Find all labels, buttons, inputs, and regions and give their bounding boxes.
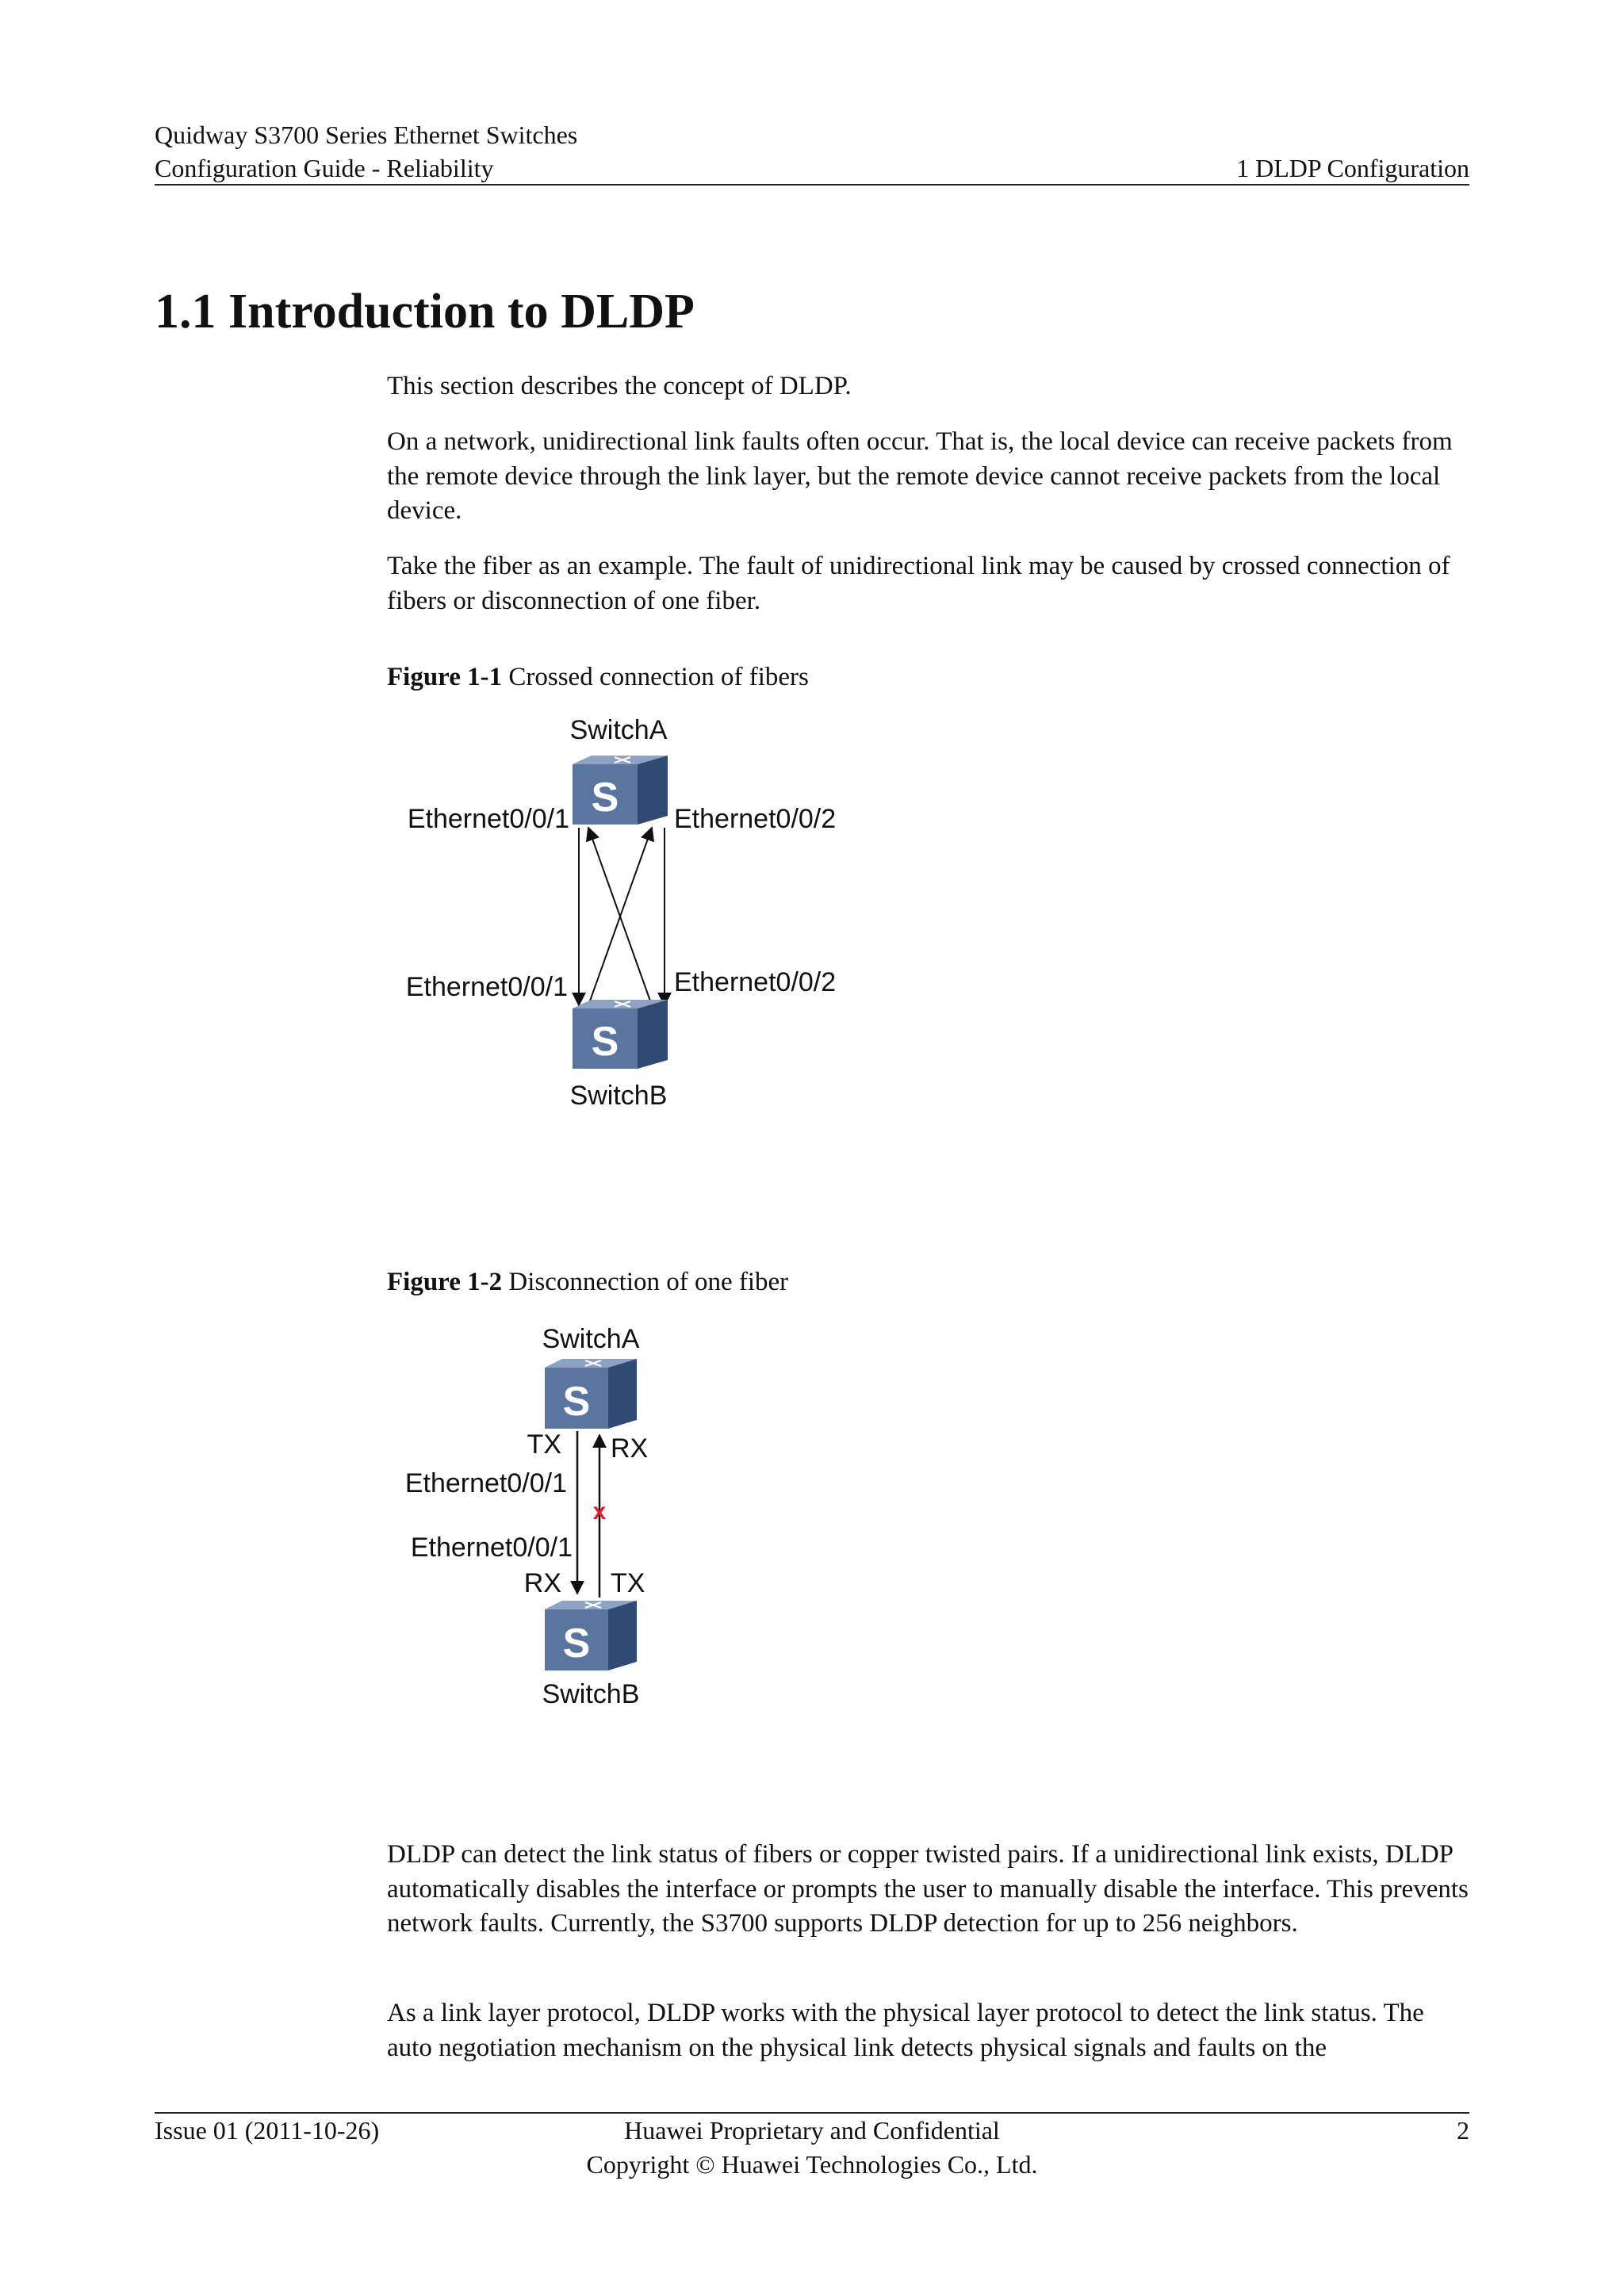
footer-proprietary: Huawei Proprietary and Confidential bbox=[624, 2116, 1000, 2145]
fault-paragraph: On a network, unidirectional link faults often occur. That is, the local device can receive packets from the remote device through the link layer, but the remote device cannot receive packets from the local device. bbox=[387, 427, 1453, 525]
figure1-title: Crossed connection of fibers bbox=[508, 663, 809, 691]
intro-paragraph: This section describes the concept of DLDP. bbox=[387, 372, 852, 400]
fig1-switch-b-glyph: S bbox=[591, 1019, 619, 1065]
fig1-switch-a-glyph: S bbox=[591, 775, 619, 821]
fig1-switch-b-label: SwitchB bbox=[569, 1081, 668, 1111]
fiber-paragraph: Take the fiber as an example. The fault of unidirectional link may be caused by crossed connection of fibers or disconnection of one fiber. bbox=[387, 552, 1450, 615]
fig2-switch-a-glyph: S bbox=[562, 1379, 591, 1425]
figure2-label: Figure 1-2 bbox=[387, 1268, 503, 1296]
fig1-b-right-port: Ethernet0/0/2 bbox=[674, 967, 837, 997]
figure2-diagram bbox=[387, 1308, 752, 1720]
fig1-a-right-port: Ethernet0/0/2 bbox=[674, 804, 837, 834]
fig2-b-port: Ethernet0/0/1 bbox=[410, 1533, 573, 1563]
fig1-switch-b-icon bbox=[573, 1000, 668, 1069]
fig1-b-left-port: Ethernet0/0/1 bbox=[405, 972, 568, 1002]
fig1-switch-a-icon bbox=[573, 756, 668, 825]
footer-page-number: 2 bbox=[1457, 2116, 1469, 2145]
fig2-b-rx: RX bbox=[523, 1568, 561, 1598]
figure2-title: Disconnection of one fiber bbox=[508, 1268, 789, 1296]
fig2-break-mark: x bbox=[592, 1498, 607, 1525]
figure1-label: Figure 1-1 bbox=[387, 663, 503, 691]
fig2-a-port: Ethernet0/0/1 bbox=[404, 1468, 567, 1498]
figure2-caption bbox=[387, 1268, 788, 1297]
link-layer-paragraph: As a link layer protocol, DLDP works with the physical layer protocol to detect the link status. The auto negotiation mechanism on the physical link detects physical signals and faults on the bbox=[387, 1999, 1424, 2062]
section-title: 1.1 Introduction to DLDP bbox=[155, 285, 695, 339]
fig2-a-rx: RX bbox=[611, 1433, 649, 1464]
footer-copyright: Copyright © Huawei Technologies Co., Ltd. bbox=[586, 2150, 1038, 2179]
fig2-switch-b-icon bbox=[545, 1601, 637, 1670]
header-rule bbox=[155, 184, 1469, 186]
footer-issue: Issue 01 (2011-10-26) bbox=[155, 2116, 380, 2145]
fig2-switch-b-label: SwitchB bbox=[542, 1679, 640, 1709]
fig2-a-tx: TX bbox=[527, 1429, 561, 1460]
fig2-switch-b-glyph: S bbox=[562, 1621, 591, 1667]
fig1-a-left-port: Ethernet0/0/1 bbox=[407, 804, 569, 834]
fig2-b-tx: TX bbox=[611, 1568, 645, 1598]
fig1-switch-a-label: SwitchA bbox=[569, 715, 668, 745]
figure1-caption bbox=[387, 663, 809, 692]
fig2-switch-a-label: SwitchA bbox=[542, 1324, 640, 1354]
dldp-detect-paragraph: DLDP can detect the link status of fibers or copper twisted pairs. If a unidirectional link exists, DLDP automatically disables the interface or prompts the user to manually disable the interface. This prevents network faults. Currently, the S3700 supports DLDP detection for up to 256 neighbors. bbox=[387, 1840, 1469, 1938]
fig2-switch-a-icon bbox=[545, 1359, 637, 1429]
figure1-diagram bbox=[387, 706, 879, 1118]
header-guide: Configuration Guide - Reliability bbox=[155, 154, 494, 182]
header-chapter: 1 DLDP Configuration bbox=[1236, 154, 1469, 182]
header-product: Quidway S3700 Series Ethernet Switches bbox=[155, 121, 578, 149]
